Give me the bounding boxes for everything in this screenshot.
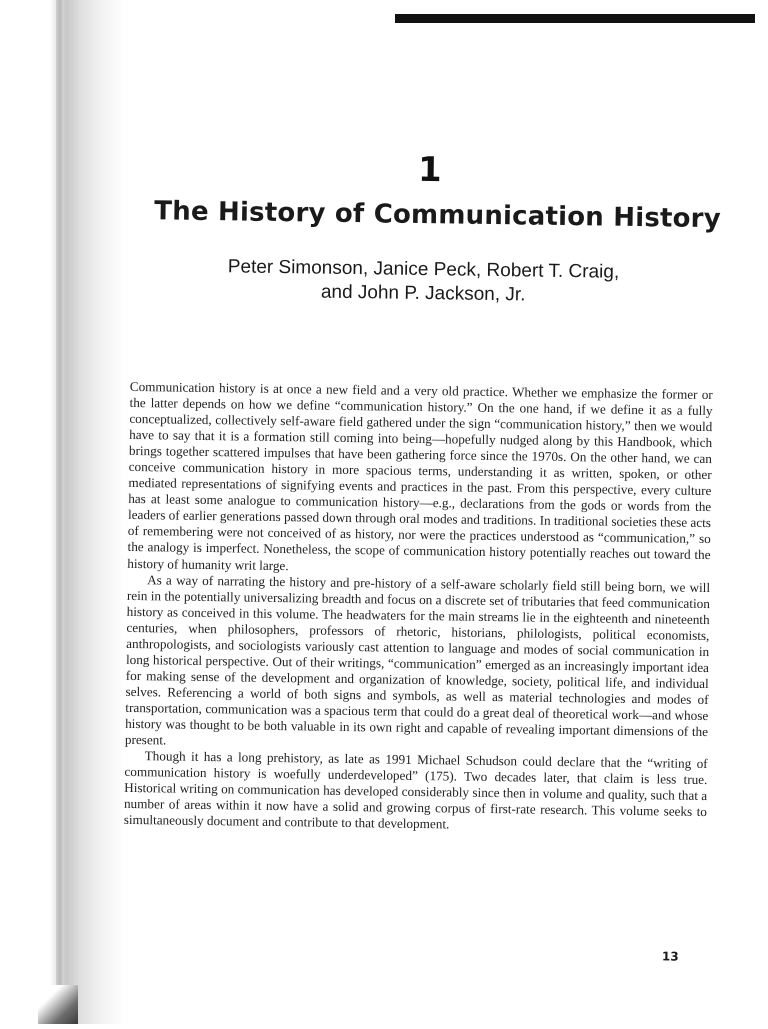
chapter-body: [124, 379, 713, 836]
authors-line-2: and John P. Jackson, Jr.: [320, 281, 526, 306]
chapter-authors: [173, 255, 674, 310]
paragraph-2: As a way of narrating the history and pre-history of a self-aware scholarly field still being born, we will rein in the potentially universalizing breadth and focus on a discrete set of tributaries that feed communication history as conceived in this volume. The headwaters for the main streams lie in the eighteenth and nineteenth centuries, when philosophers, professors of rhetoric, historians, philologists, political economists, anthropologists, and sociologists variously cast attention to language and modes of social communication in long historical perspective. Out of their writings, “communication” emerged as an increasingly important idea for making sense of the development and organization of knowledge, society, political life, and individual selves. Referencing a world of both signs and symbols, as well as material technologies and modes of transportation, communication was a spacious term that could do a great deal of theoretical work—and whose history was thought to be both valuable in its own right and capable of revealing important dimensions of the present.: [124, 571, 711, 748]
authors-line-1: Peter Simonson, Janice Peck, Robert T. Craig,: [227, 256, 620, 283]
chapter-number: 1: [417, 149, 442, 191]
chapter-title: The History of Communication History: [154, 196, 722, 235]
paragraph-1: Communication history is at once a new field and a very old practice. Whether we emphasize the former or the latter depends on how we define “communication history.” On the one hand, if we define it as a fully conceptualized, collectively self-aware field gathered under the sign “communication history,” then we would have to say that it is a formation still coming into being—hopefully nudged along by this Handbook, which brings together scattered impulses that have been gathering force since the 1970s. On the other hand, we can conceive communication history in more spacious terms, understanding it as written, spoken, or other mediated representations of signifying events and practices in the past. From this perspective, every culture has at least some analogue to communication history—e.g., declarations from the gods or words from the leaders of earlier generations passed down through oral modes and traditions. In traditional societies these acts of remembering were not conceived of as history, nor were the practices understood as “communication,” so the analogy is imperfect. Nonetheless, the scope of communication history potentially reaches out toward the history of humanity writ large.: [127, 378, 713, 573]
page-number: 13: [661, 949, 679, 964]
paragraph-3: Though it has a long prehistory, as late as 1991 Michael Schudson could declare that the “writing of communication history is woefully underdeveloped” (175). Two decades later, that claim is less true. Historical writing on communication has developed considerably since then in volume and quality, such that a number of areas within it now have a solid and growing corpus of first-rate research. This volume seeks to simultaneously document and contribute to that development.: [123, 748, 708, 832]
